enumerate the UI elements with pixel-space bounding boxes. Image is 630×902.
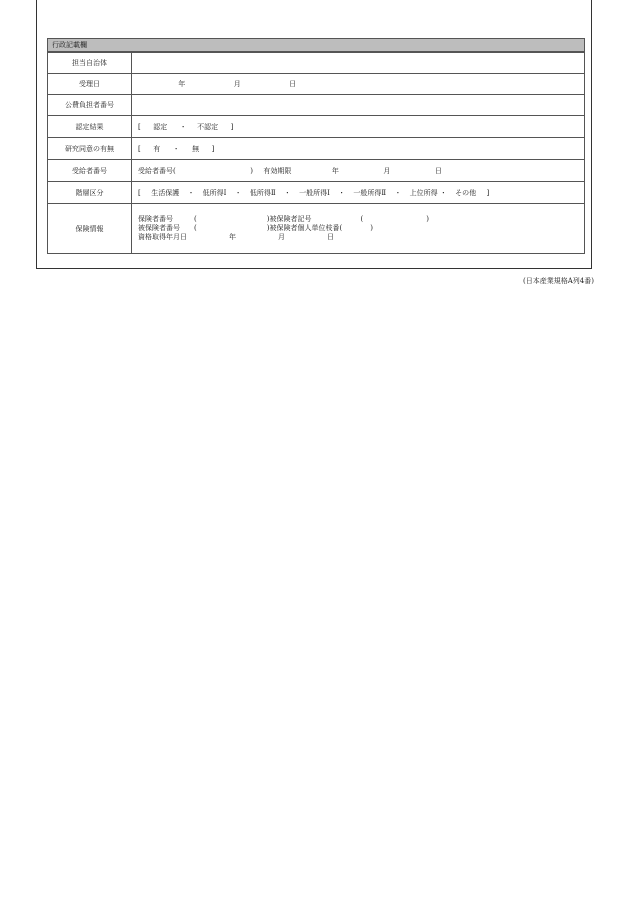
separator: ・ — [283, 188, 291, 197]
tier-option-general2[interactable]: 一般所得Ⅱ — [353, 188, 387, 197]
insurance-line-insured: 被保険者番号 ( )被保険者個人単位枝番( ) — [138, 224, 373, 232]
row-reception-date — [48, 74, 585, 95]
tier-option-low1[interactable]: 低所得Ⅰ — [202, 188, 227, 197]
field-certification[interactable] — [132, 116, 585, 138]
label-public-payer: 公費負担者番号 — [48, 95, 132, 116]
validity-label: 有効期限 — [263, 166, 292, 175]
paper-size-note: (日本産業規格A列4番) — [523, 277, 594, 285]
separator: ・ — [439, 188, 447, 197]
label-certification: 認定結果 — [48, 116, 132, 138]
month-unit: 月 — [383, 166, 391, 175]
bracket-close: ] — [230, 122, 234, 131]
tier-option-welfare[interactable]: 生活保護 — [151, 188, 180, 197]
label-municipality: 担当自治体 — [48, 53, 132, 74]
row-consent — [48, 138, 585, 160]
option-not-certified[interactable]: 不認定 — [197, 122, 219, 131]
separator: ・ — [179, 122, 187, 131]
year-unit: 年 — [331, 166, 339, 175]
separator: ・ — [234, 188, 242, 197]
section-header-admin: 行政記載欄 — [47, 38, 585, 52]
row-tier — [48, 182, 585, 204]
separator: ・ — [187, 188, 195, 197]
bracket-open: [ — [138, 122, 141, 131]
recipient-number-open: 受給者番号( — [138, 166, 176, 175]
bracket-open: [ — [138, 144, 141, 153]
field-municipality[interactable] — [132, 53, 585, 74]
field-consent[interactable] — [132, 138, 585, 160]
day-unit: 日 — [289, 80, 297, 88]
label-insurance: 保険情報 — [48, 204, 132, 254]
label-tier: 階層区分 — [48, 182, 132, 204]
label-consent: 研究同意の有無 — [48, 138, 132, 160]
field-recipient[interactable] — [132, 160, 585, 182]
row-recipient — [48, 160, 585, 182]
day-unit: 日 — [434, 166, 442, 175]
insurance-line-insurer: 保険者番号 ( )被保険者記号 ( ) — [138, 215, 429, 223]
year-unit: 年 — [178, 80, 186, 88]
field-public-payer[interactable] — [132, 95, 585, 116]
bracket-open: [ — [138, 188, 141, 197]
option-no[interactable]: 無 — [192, 144, 200, 153]
row-certification — [48, 116, 585, 138]
separator: ・ — [172, 144, 180, 153]
recipient-number-close: ) — [250, 166, 253, 175]
label-recipient: 受給者番号 — [48, 160, 132, 182]
row-municipality — [48, 53, 585, 74]
tier-option-low2[interactable]: 低所得Ⅱ — [249, 188, 276, 197]
bracket-close: ] — [211, 144, 215, 153]
field-insurance[interactable] — [132, 204, 585, 254]
tier-option-upper[interactable]: 上位所得 — [409, 188, 438, 197]
field-reception-date[interactable] — [132, 74, 585, 95]
tier-option-other[interactable]: その他 — [455, 188, 477, 197]
row-insurance — [48, 204, 585, 254]
month-unit: 月 — [233, 80, 241, 88]
field-tier[interactable] — [132, 182, 585, 204]
option-certified[interactable]: 認定 — [153, 122, 168, 131]
separator: ・ — [394, 188, 402, 197]
tier-option-general1[interactable]: 一般所得Ⅰ — [299, 188, 330, 197]
separator: ・ — [338, 188, 346, 197]
label-reception-date: 受理日 — [48, 74, 132, 95]
bracket-close: ] — [486, 188, 490, 197]
insurance-line-qualification: 資格取得年月日 年 月 日 — [138, 233, 334, 241]
admin-record-table — [47, 52, 585, 254]
option-yes[interactable]: 有 — [153, 144, 161, 153]
row-public-payer — [48, 95, 585, 116]
